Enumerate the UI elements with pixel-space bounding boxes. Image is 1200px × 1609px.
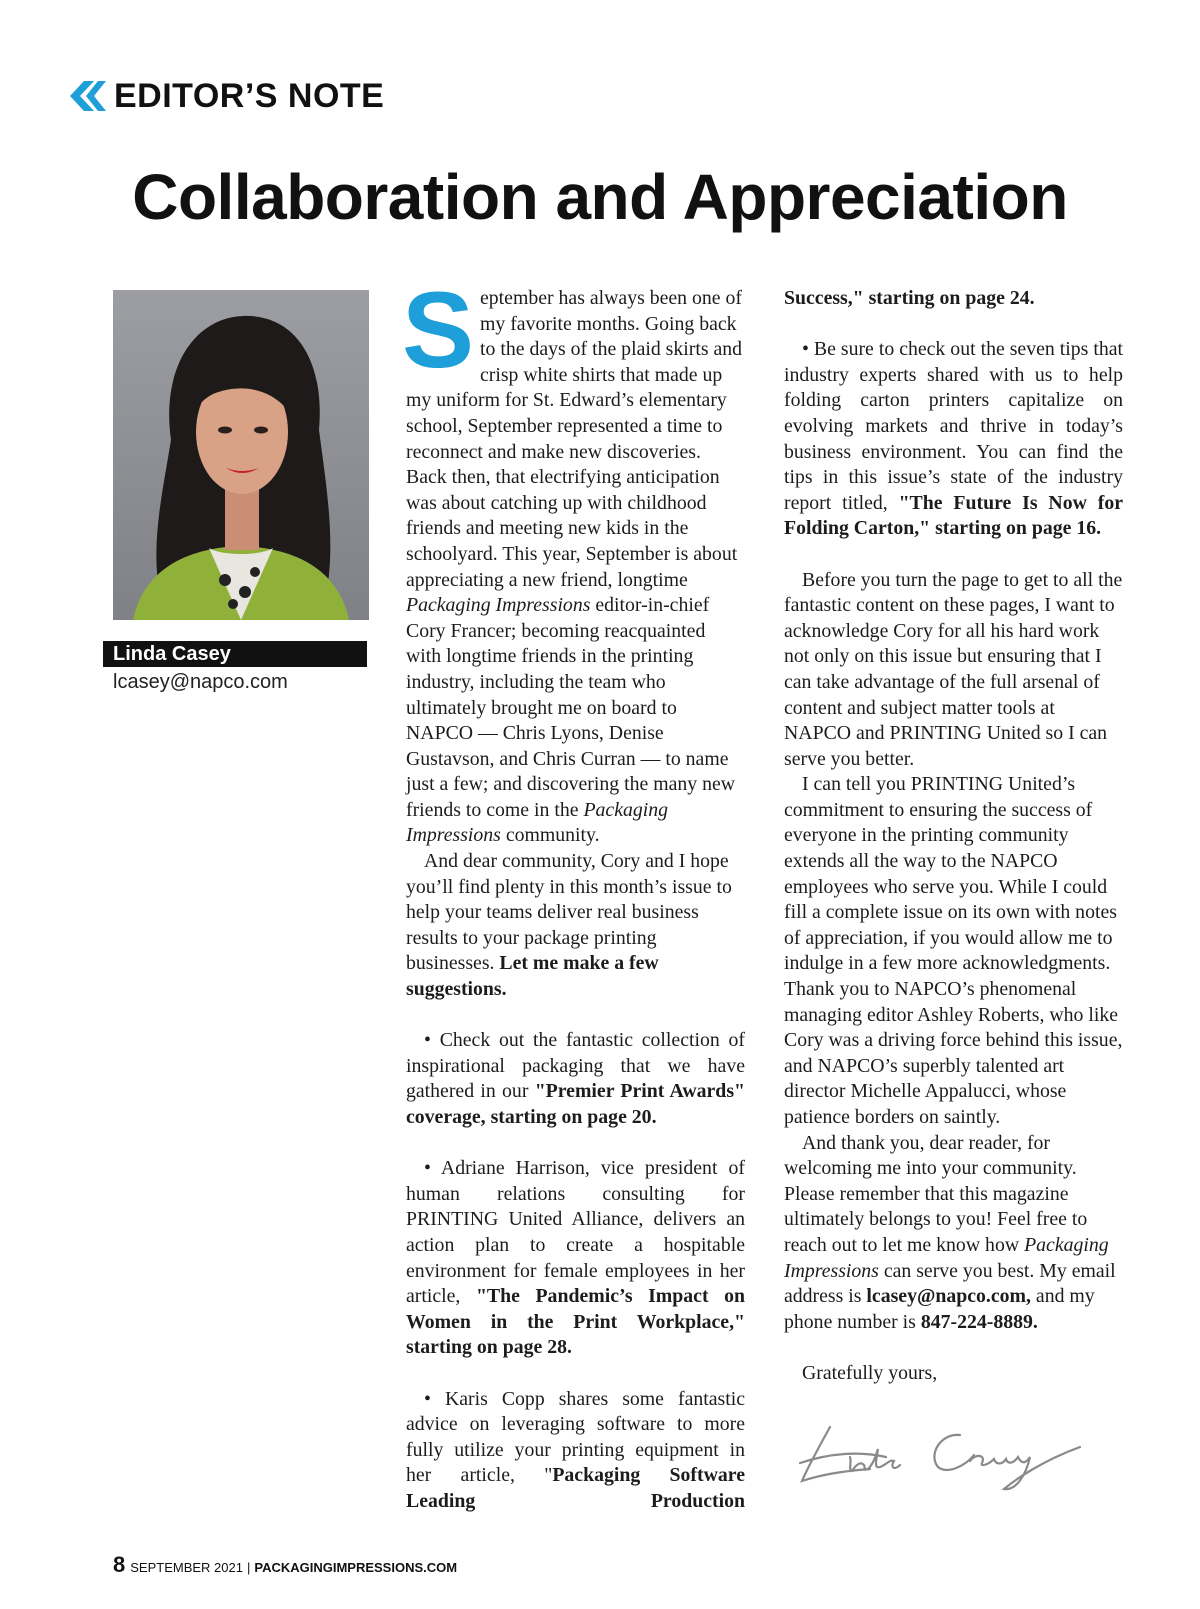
acknowledgment-paragraph: Before you turn the page to get to all the fantastic content on these pages, I want to acknowledge Cory for all his hard work not only on this issue but ensuring that I can take advantage of the full arsenal of content and subject matter tools at NAPCO and PRINTING United so I can serve you better. xyxy=(784,568,1123,770)
drop-cap: S xyxy=(402,269,475,390)
article-title: Collaboration and Appreciation xyxy=(132,161,1068,233)
contact-email[interactable]: lcasey@napco.com, xyxy=(866,1285,1031,1308)
intro-text-continued: editor-in-chief Cory Francer; becoming reacquainted with longtime friends in the printing industry, including the team who ultimately brought me on board to NAPCO — Chris Lyons, Denise Gustavson, and Chris Curran — to name just a few; and discovering the many new friends to come in the xyxy=(406,594,736,821)
suggestions-paragraph xyxy=(406,849,745,1003)
bullet-text: • Be sure to check out the seven tips that industry experts shared with us to help folding carton printers capitalize on evolving markets and thrive in today’s business environment. You can find the tips in this issue’s state of the industry report titled, xyxy=(784,338,1123,514)
author-photo xyxy=(113,290,369,620)
signature-image xyxy=(790,1405,1110,1495)
bullet-text: • Check out the fantastic collection of inspirational packaging that we have gathered in our xyxy=(406,1029,745,1103)
intro-text: eptember has always been one of my favorite months. Going back to the days of the plaid skirts and crisp white shirts that made up my uniform for St. Edward’s elementary school, September represented a time to reconnect and make new discoveries. Back then, that electrifying anticipation was about catching up with childhood friends and meeting new kids in the schoolyard. This year, September is about appreciating a new friend, longtime xyxy=(406,287,743,591)
bullet-text: • Karis Copp shares some fantastic advice on leveraging software to more fully utilize your printing equipment in her article, " xyxy=(406,1387,745,1487)
author-email[interactable]: lcasey@napco.com xyxy=(113,671,288,693)
intro-paragraph xyxy=(402,269,745,849)
section-header xyxy=(68,72,384,120)
bullet-folding-carton xyxy=(784,337,1123,542)
double-chevron-left-icon xyxy=(68,81,106,111)
footer-separator: | xyxy=(246,1560,251,1575)
bullet-pandemic-impact xyxy=(406,1156,745,1361)
section-label: EDITOR’S NOTE xyxy=(114,76,385,115)
author-name: Linda Casey xyxy=(103,641,367,667)
bullet-bold: Packaging Software Leading Production xyxy=(406,1464,745,1512)
contact-phone: 847-224-8889. xyxy=(920,1310,1038,1333)
intro-text-end: community. xyxy=(500,824,600,847)
page-footer xyxy=(113,1552,457,1578)
closing-paragraph xyxy=(784,1131,1123,1336)
website-link[interactable]: PACKAGINGIMPRESSIONS.COM xyxy=(254,1560,458,1575)
bullet-bold: "The Future Is Now for Folding Carton," starting on page 16. xyxy=(784,491,1123,540)
bullet-text: • Adriane Harrison, vice president of human relations consulting for PRINTING United Alliance, delivers an action plan to create a hospitable environment for female employees in her article, xyxy=(406,1157,745,1308)
bullet-bold: "Premier Print Awards" coverage, starting on page 20. xyxy=(406,1080,745,1128)
issue-date: SEPTEMBER 2021 xyxy=(130,1560,243,1575)
bullet-premier-print-awards xyxy=(406,1028,745,1130)
publication-name: Packaging Impressions xyxy=(406,798,669,847)
bullet-bold: "The Pandemic’s Impact on Women in the Print Workplace," starting on page 28. xyxy=(406,1285,745,1359)
closing-text: and my phone number is xyxy=(784,1285,1095,1333)
suggestions-bold: Let me make a few suggestions. xyxy=(406,952,659,1001)
sign-off: Gratefully yours, xyxy=(802,1361,938,1384)
closing-text: can serve you best. My email address is xyxy=(784,1259,1116,1308)
page-number: 8 xyxy=(113,1552,126,1577)
bullet-continued xyxy=(784,286,1123,312)
bullet-bold: Success," starting on page 24. xyxy=(784,287,1035,309)
closing-text: And thank you, dear reader, for welcoming me into your community. Please remember that this magazine ultimately belongs to you! Feel free to reach out to let me know how xyxy=(784,1131,1088,1256)
appreciation-paragraph: I can tell you PRINTING United’s commitment to ensuring the success of everyone in the printing community extends all the way to the NAPCO employees who serve you. While I could fill a complete issue on its own with notes of appreciation, if you would allow me to indulge in a few more acknowledgments. Thank you to NAPCO’s phenomenal managing editor Ashley Roberts, who like Cory was a driving force behind this issue, and NAPCO’s superbly talented art director Michelle Appalucci, whose patience borders on saintly. xyxy=(784,773,1123,1128)
bullet-packaging-software xyxy=(406,1387,745,1515)
publication-name: Packaging Impressions xyxy=(406,594,591,617)
article-column-1 xyxy=(402,269,745,1515)
article-column-2 xyxy=(784,286,1123,1387)
publication-name: Packaging Impressions xyxy=(784,1233,1109,1282)
suggestions-text: And dear community, Cory and I hope you’ll find plenty in this month’s issue to help your teams deliver real business results to your package printing businesses. xyxy=(406,850,732,975)
